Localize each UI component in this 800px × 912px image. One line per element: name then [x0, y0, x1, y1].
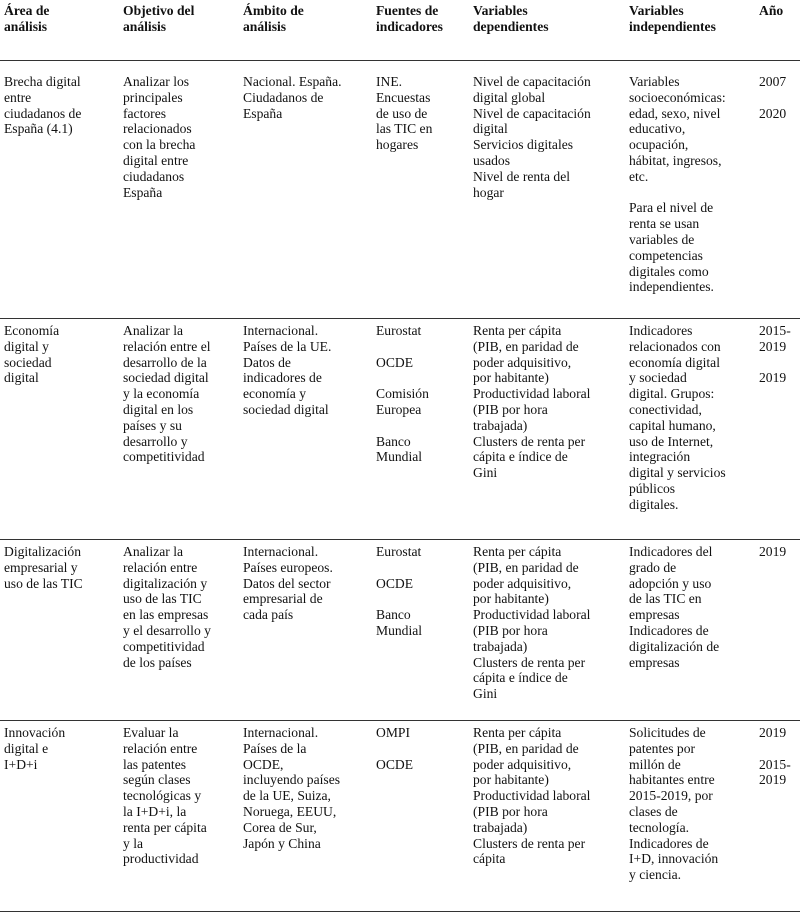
cell-line: Brecha digital [4, 74, 81, 89]
cell-line: Digitalización [4, 544, 82, 559]
cell-line: Para el nivel de [629, 200, 714, 216]
cell-line: (PIB por hora [473, 803, 548, 819]
cell-objetivo [123, 74, 235, 200]
blank-line [376, 741, 462, 757]
cell-line: Europea [376, 401, 422, 417]
blank-line [376, 418, 462, 434]
cell-line: Comisión [376, 386, 429, 402]
cell-line: integración [629, 449, 691, 465]
cell-line: clases de [629, 803, 678, 819]
cell-ambito [243, 323, 370, 418]
cell-line: Ciudadanos de [243, 89, 324, 105]
cell-independientes [629, 323, 754, 513]
cell-area [4, 544, 116, 591]
cell-line: sociedad digital [243, 401, 329, 417]
cell-line: digitalización y [123, 575, 208, 591]
cell-line: las patentes [123, 756, 187, 772]
cell-fuentes [376, 74, 462, 153]
header-dependientes [473, 3, 621, 35]
cell-line: Clusters de renta per [473, 835, 586, 851]
cell-line: ciudadanos [123, 168, 185, 184]
header-independientes [629, 3, 754, 35]
cell-independientes [629, 544, 754, 670]
cell-line: 2015-2019, por [629, 788, 713, 804]
cell-line: Economía [4, 323, 60, 338]
cell-line: por habitante) [473, 591, 549, 607]
cell-line: Banco [376, 607, 411, 623]
cell-line: Año [759, 3, 784, 18]
cell-line: 2015- [759, 756, 791, 772]
cell-line: cada país [243, 607, 294, 623]
cell-line: Indicadores [629, 323, 693, 338]
cell-line: en las empresas [123, 607, 209, 623]
cell-line: digital global [473, 89, 546, 105]
cell-line: por habitante) [473, 772, 549, 788]
cell-anio [759, 74, 800, 121]
cell-fuentes [376, 323, 462, 465]
cell-line: (PIB, en paridad de [473, 740, 579, 756]
cell-line: productividad [123, 851, 199, 867]
cell-line: Indicadores de [629, 835, 709, 851]
header-objetivo [123, 3, 235, 35]
cell-line: Indicadores del [629, 544, 713, 559]
cell-area [4, 323, 116, 386]
cell-line: competitividad [123, 449, 205, 465]
cell-line: digital y servicios [629, 465, 726, 481]
cell-line: Clusters de renta per [473, 433, 586, 449]
table-row [0, 60, 800, 319]
cell-line: Fuentes de [376, 3, 439, 18]
cell-line: grado de [629, 559, 677, 575]
table-header [0, 0, 800, 61]
blank-line [376, 591, 462, 607]
cell-line: (PIB por hora [473, 401, 548, 417]
table-row [0, 720, 800, 912]
cell-line: Indicadores de [629, 622, 709, 638]
cell-line: Solicitudes de [629, 725, 706, 740]
cell-line: renta per cápita [123, 819, 207, 835]
cell-line: Renta per cápita [473, 725, 562, 740]
cell-line: Internacional. [243, 323, 319, 338]
cell-line: y ciencia. [629, 867, 682, 883]
header-ambito [243, 3, 370, 35]
cell-line: competitividad [123, 638, 205, 654]
cell-anio [759, 323, 800, 386]
cell-line: las TIC en [376, 121, 433, 137]
cell-line: digitales como [629, 263, 709, 279]
cell-line: Variables [629, 3, 684, 18]
cell-anio [759, 725, 800, 788]
cell-line: digital [4, 370, 39, 386]
cell-line: Analizar la [123, 544, 184, 559]
cell-line: independientes [629, 18, 716, 34]
cell-line: desarrollo de la [123, 354, 207, 370]
cell-line: y el desarrollo y [123, 622, 211, 638]
cell-line: sociedad [4, 354, 52, 370]
table-row [0, 539, 800, 721]
cell-line: Variables [473, 3, 528, 18]
cell-line: 2007 [759, 74, 787, 89]
cell-line: adopción y uso [629, 575, 712, 591]
cell-independientes [629, 725, 754, 883]
cell-line: Productividad laboral [473, 386, 591, 402]
cell-fuentes [376, 544, 462, 639]
cell-dependientes [473, 74, 621, 200]
cell-line: Corea de Sur, [243, 819, 317, 835]
cell-ambito [243, 725, 370, 851]
cell-line: 2019 [759, 370, 787, 386]
cell-line: habitantes entre [629, 772, 715, 788]
table-row [0, 318, 800, 540]
cell-line: relación entre el [123, 338, 211, 354]
cell-line: ciudadanos de [4, 105, 82, 121]
cell-anio [759, 544, 800, 560]
cell-ambito [243, 74, 370, 121]
blank-line [759, 90, 800, 106]
cell-line: (PIB, en paridad de [473, 338, 579, 354]
cell-line: indicadores de [243, 370, 322, 386]
cell-line: países y su [123, 417, 182, 433]
cell-fuentes [376, 725, 462, 772]
cell-line: variables de [629, 231, 695, 247]
cell-independientes [629, 74, 754, 295]
cell-line: sociedad digital [123, 370, 209, 386]
blank-line [376, 339, 462, 355]
cell-line: conectividad, [629, 401, 702, 417]
cell-line: usados [473, 152, 511, 168]
cell-line: etc. [629, 168, 649, 184]
cell-line: Productividad laboral [473, 788, 591, 804]
cell-line: Ámbito de [243, 3, 304, 18]
cell-line: Internacional. [243, 544, 319, 559]
cell-line: ocupación, [629, 137, 689, 153]
cell-line: Área de [4, 3, 50, 18]
cell-line: Japón y China [243, 835, 321, 851]
cell-line: Banco [376, 433, 411, 449]
cell-line: factores [123, 105, 167, 121]
cell-line: Internacional. [243, 725, 319, 740]
cell-line: Servicios digitales [473, 137, 574, 153]
cell-line: patentes por [629, 740, 696, 756]
cell-line: digital [473, 121, 508, 137]
cell-line: Mundial [376, 622, 423, 638]
cell-line: OCDE [376, 575, 414, 591]
cell-line: de la UE, Suiza, [243, 788, 331, 804]
blank-line [376, 560, 462, 576]
cell-line: Analizar los [123, 74, 190, 89]
cell-line: 2019 [759, 725, 787, 740]
cell-line: Analizar la [123, 323, 184, 338]
cell-line: millón de [629, 756, 681, 772]
cell-line: la I+D+i, la [123, 803, 187, 819]
cell-line: tecnológicas y [123, 788, 202, 804]
header-area [4, 3, 116, 35]
cell-objetivo [123, 725, 235, 867]
cell-line: Nivel de capacitación [473, 105, 591, 121]
cell-line: relacionados [123, 121, 192, 137]
cell-line: Clusters de renta per [473, 654, 586, 670]
cell-line: análisis [123, 18, 167, 34]
cell-line: (PIB por hora [473, 622, 548, 638]
cell-line: (PIB, en paridad de [473, 559, 579, 575]
cell-line: OMPI [376, 725, 410, 740]
cell-line: Renta per cápita [473, 544, 562, 559]
cell-line: principales [123, 89, 183, 105]
cell-dependientes [473, 544, 621, 702]
cell-line: relación entre [123, 740, 198, 756]
blank-line [759, 741, 800, 757]
cell-line: análisis [4, 18, 48, 34]
cell-line: 2019 [759, 772, 787, 788]
cell-line: Renta per cápita [473, 323, 562, 338]
cell-line: Gini [473, 465, 498, 481]
cell-line: socioeconómicas: [629, 89, 726, 105]
cell-line: con la brecha [123, 137, 196, 153]
cell-line: Mundial [376, 449, 423, 465]
cell-line: Datos de [243, 354, 291, 370]
cell-line: Países de la UE. [243, 338, 332, 354]
cell-line: Noruega, EEUU, [243, 803, 337, 819]
cell-line: relacionados con [629, 338, 721, 354]
cell-line: Productividad laboral [473, 607, 591, 623]
cell-line: Países europeos. [243, 559, 333, 575]
cell-line: trabajada) [473, 638, 528, 654]
cell-line: Datos del sector [243, 575, 331, 591]
cell-line: 2019 [759, 544, 787, 559]
cell-line: dependientes [473, 18, 549, 34]
cell-line: uso de las TIC [123, 591, 202, 607]
cell-line: desarrollo y [123, 433, 188, 449]
cell-line: relación entre [123, 559, 198, 575]
cell-line: uso de Internet, [629, 433, 714, 449]
cell-line: empresas [629, 607, 680, 623]
cell-line: educativo, [629, 121, 686, 137]
cell-line: Nivel de capacitación [473, 74, 591, 89]
cell-objetivo [123, 544, 235, 670]
cell-line: hogar [473, 184, 504, 200]
cell-line: de las TIC en [629, 591, 702, 607]
cell-dependientes [473, 323, 621, 481]
cell-line: Evaluar la [123, 725, 179, 740]
cell-line: cápita [473, 851, 506, 867]
cell-line: hábitat, ingresos, [629, 152, 722, 168]
cell-line: Gini [473, 686, 498, 702]
cell-line: Encuestas [376, 89, 431, 105]
cell-line: poder adquisitivo, [473, 354, 572, 370]
cell-line: economía digital [629, 354, 720, 370]
cell-line: Eurostat [376, 323, 422, 338]
cell-line: 2015- [759, 323, 791, 338]
cell-line: digitales. [629, 496, 679, 512]
cell-line: por habitante) [473, 370, 549, 386]
cell-line: Nivel de renta del [473, 168, 571, 184]
cell-line: digital e [4, 740, 49, 756]
cell-line: economía y [243, 386, 307, 402]
cell-line: digital y [4, 338, 49, 354]
cell-line: I+D, innovación [629, 851, 719, 867]
cell-line: competencias [629, 247, 703, 263]
blank-line [759, 355, 800, 371]
cell-line: uso de las TIC [4, 575, 83, 591]
cell-objetivo [123, 323, 235, 465]
cell-line: empresarial de [243, 591, 323, 607]
cell-line: tecnología. [629, 819, 690, 835]
header-fuentes [376, 3, 462, 35]
cell-line: análisis [243, 18, 287, 34]
cell-line: digital en los [123, 401, 194, 417]
cell-line: Eurostat [376, 544, 422, 559]
cell-line: digitalización de [629, 638, 720, 654]
cell-line: capital humano, [629, 417, 716, 433]
cell-line: de los países [123, 654, 192, 670]
cell-line: Innovación [4, 725, 66, 740]
blank-line [376, 370, 462, 386]
cell-line: y la [123, 835, 144, 851]
blank-line [629, 185, 754, 201]
cell-line: y la economía [123, 386, 200, 402]
cell-line: Nacional. España. [243, 74, 342, 89]
cell-line: OCDE [376, 354, 414, 370]
cell-line: cápita e índice de [473, 449, 568, 465]
cell-line: I+D+i [4, 756, 38, 772]
cell-line: trabajada) [473, 417, 528, 433]
cell-line: según clases [123, 772, 191, 788]
cell-line: INE. [376, 74, 403, 89]
cell-line: renta se usan [629, 216, 700, 232]
header-anio [759, 3, 800, 19]
cell-line: independientes. [629, 279, 714, 295]
cell-line: OCDE, [243, 756, 284, 772]
cell-line: OCDE [376, 756, 414, 772]
cell-line: Países de la [243, 740, 307, 756]
cell-line: empresas [629, 654, 680, 670]
cell-line: incluyendo países [243, 772, 341, 788]
cell-area [4, 74, 116, 137]
cell-line: poder adquisitivo, [473, 575, 572, 591]
cell-line: hogares [376, 137, 419, 153]
cell-line: de uso de [376, 105, 428, 121]
cell-line: cápita e índice de [473, 670, 568, 686]
cell-line: trabajada) [473, 819, 528, 835]
cell-line: y sociedad [629, 370, 687, 386]
cell-line: públicos [629, 480, 676, 496]
cell-line: digital. Grupos: [629, 386, 715, 402]
cell-line: España [123, 184, 163, 200]
cell-area [4, 725, 116, 772]
cell-line: Objetivo del [123, 3, 195, 18]
cell-line: empresarial y [4, 559, 78, 575]
cell-line: poder adquisitivo, [473, 756, 572, 772]
cell-line: entre [4, 89, 32, 105]
cell-line: edad, sexo, nivel [629, 105, 721, 121]
cell-line: 2020 [759, 105, 787, 121]
cell-line: indicadores [376, 18, 443, 34]
cell-line: España [243, 105, 283, 121]
cell-line: Variables [629, 74, 680, 89]
cell-dependientes [473, 725, 621, 867]
cell-line: España (4.1) [4, 121, 73, 137]
cell-line: digital entre [123, 152, 189, 168]
cell-ambito [243, 544, 370, 623]
cell-line: 2019 [759, 338, 787, 354]
